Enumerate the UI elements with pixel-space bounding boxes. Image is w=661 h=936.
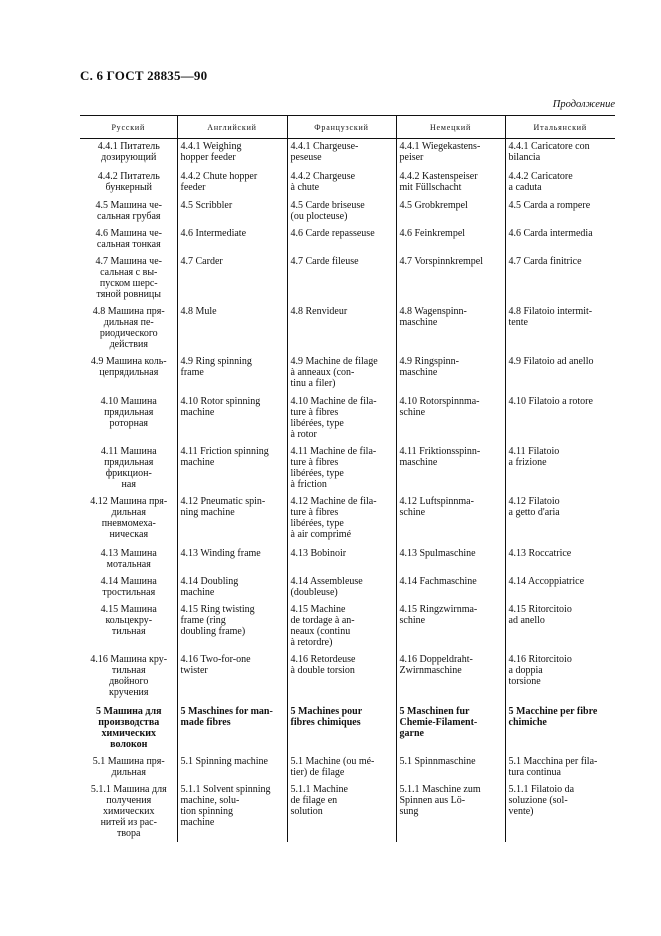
cell-russian bbox=[80, 139, 177, 169]
cell-english bbox=[177, 704, 287, 754]
cell-german bbox=[396, 602, 505, 652]
cell-german bbox=[396, 754, 505, 782]
cell-german bbox=[396, 652, 505, 704]
term-text: 4.6 Feinkrempel bbox=[399, 227, 466, 239]
continuation-label: Продолжение bbox=[552, 99, 615, 110]
term-text: 5.1.1 Solvent spinning machine, solu- tion spinning machine bbox=[180, 783, 271, 828]
term-text: 5.1.1 Машина для получения химических нитей из рас- твора bbox=[90, 783, 167, 839]
table-row bbox=[80, 198, 615, 226]
table-row bbox=[80, 169, 615, 198]
cell-italian bbox=[505, 254, 615, 304]
cell-italian bbox=[505, 394, 615, 444]
term-text: 4.8 Filatoio intermit- tente bbox=[508, 305, 593, 328]
page-header: С. 6 ГОСТ 28835—90 bbox=[80, 68, 208, 83]
cell-german bbox=[396, 304, 505, 354]
term-text: 4.9 Ring spinning frame bbox=[180, 355, 252, 378]
cell-english bbox=[177, 198, 287, 226]
cell-french bbox=[287, 354, 396, 394]
cell-italian bbox=[505, 652, 615, 704]
term-text: 4.11 Friktionsspinn- maschine bbox=[399, 445, 481, 468]
term-text: 4.12 Luftspinnma- schine bbox=[399, 495, 474, 518]
term-text: 4.10 Rotor spinning machine bbox=[180, 395, 261, 418]
cell-italian bbox=[505, 304, 615, 354]
cell-english bbox=[177, 494, 287, 546]
term-text: 4.14 Assembleuse (doubleuse) bbox=[290, 575, 363, 598]
cell-italian bbox=[505, 198, 615, 226]
cell-german bbox=[396, 546, 505, 574]
table-row bbox=[80, 574, 615, 602]
cell-german bbox=[396, 494, 505, 546]
term-text: 4.7 Carde fileuse bbox=[290, 255, 359, 267]
term-text: 4.15 Машина кольцекру- тильная bbox=[100, 603, 157, 637]
term-text: 4.6 Carda intermedia bbox=[508, 227, 593, 239]
term-text: 4.12 Машина пря- дильная пневмомеха- ническая bbox=[90, 495, 168, 540]
cell-english bbox=[177, 139, 287, 169]
term-text: 4.12 Filatoio a getto d'aria bbox=[508, 495, 560, 518]
cell-french bbox=[287, 444, 396, 494]
term-text: 4.16 Машина кру- тильная двойного кручения bbox=[90, 653, 168, 698]
term-text: 5.1.1 Maschine zum Spinnen aus Lö- sung bbox=[399, 783, 481, 817]
term-text: 5.1.1 Machine de filage en solution bbox=[290, 783, 348, 817]
table-row bbox=[80, 254, 615, 304]
cell-russian bbox=[80, 546, 177, 574]
cell-german bbox=[396, 139, 505, 169]
cell-english bbox=[177, 652, 287, 704]
cell-italian bbox=[505, 704, 615, 754]
cell-italian bbox=[505, 754, 615, 782]
cell-german bbox=[396, 704, 505, 754]
cell-english bbox=[177, 304, 287, 354]
cell-german bbox=[396, 169, 505, 198]
cell-german bbox=[396, 444, 505, 494]
table-row bbox=[80, 139, 615, 169]
cell-german bbox=[396, 198, 505, 226]
cell-english bbox=[177, 782, 287, 842]
cell-french bbox=[287, 704, 396, 754]
cell-french bbox=[287, 226, 396, 254]
term-text: 4.8 Машина пря- дильная пе- риодического действия bbox=[92, 305, 165, 350]
cell-russian bbox=[80, 444, 177, 494]
term-text: 4.7 Carder bbox=[180, 255, 223, 267]
term-text: 4.7 Vorspinnkrempel bbox=[399, 255, 484, 267]
term-text: 5 Maschinen fur Chemie-Filament- garne bbox=[399, 705, 478, 739]
table-row bbox=[80, 754, 615, 782]
cell-russian bbox=[80, 704, 177, 754]
cell-russian bbox=[80, 394, 177, 444]
cell-french bbox=[287, 494, 396, 546]
term-text: 4.14 Машина тростильная bbox=[100, 575, 157, 598]
term-text: 4.11 Filatoio a frizione bbox=[508, 445, 560, 468]
column-header-russian: Русский bbox=[80, 116, 177, 139]
cell-german bbox=[396, 782, 505, 842]
table-row bbox=[80, 652, 615, 704]
cell-german bbox=[396, 574, 505, 602]
cell-italian bbox=[505, 169, 615, 198]
term-text: 4.16 Doppeldraht- Zwirnmaschine bbox=[399, 653, 473, 676]
cell-french bbox=[287, 169, 396, 198]
term-text: 4.8 Renvideur bbox=[290, 305, 348, 317]
term-text: 5.1 Macchina per fila- tura continua bbox=[508, 755, 598, 778]
table-row bbox=[80, 782, 615, 842]
cell-french bbox=[287, 139, 396, 169]
cell-russian bbox=[80, 169, 177, 198]
cell-french bbox=[287, 602, 396, 652]
term-text: 4.5 Carda a rompere bbox=[508, 199, 591, 211]
term-text: 5 Machines pour fibres chimiques bbox=[290, 705, 363, 728]
cell-english bbox=[177, 254, 287, 304]
term-text: 5.1 Spinning machine bbox=[180, 755, 268, 767]
term-text: 4.16 Two-for-one twister bbox=[180, 653, 251, 676]
term-text: 5.1 Машина пря- дильная bbox=[92, 755, 165, 778]
table-row bbox=[80, 494, 615, 546]
term-text: 4.15 Ringzwirnma- schine bbox=[399, 603, 478, 626]
cell-italian bbox=[505, 782, 615, 842]
term-text: 4.15 Ring twisting frame (ring doubling frame) bbox=[180, 603, 255, 637]
cell-russian bbox=[80, 652, 177, 704]
cell-italian bbox=[505, 546, 615, 574]
term-text: 4.15 Ritorcitoio ad anello bbox=[508, 603, 572, 626]
column-header-german: Немецкий bbox=[396, 116, 505, 139]
term-text: 4.4.2 Caricatore a caduta bbox=[508, 170, 573, 193]
term-text: 4.14 Fachmaschine bbox=[399, 575, 477, 587]
term-text: 5 Macchine per fibre chimiche bbox=[508, 705, 598, 728]
cell-french bbox=[287, 198, 396, 226]
term-text: 4.5 Carde briseuse (ou plocteuse) bbox=[290, 199, 365, 222]
term-text: 4.6 Intermediate bbox=[180, 227, 247, 239]
table-row bbox=[80, 304, 615, 354]
term-text: 4.8 Mule bbox=[180, 305, 217, 317]
term-text: 4.4.1 Caricatore con bilancia bbox=[508, 141, 590, 163]
cell-russian bbox=[80, 782, 177, 842]
term-text: 5.1.1 Filatoio da soluzione (sol- vente) bbox=[508, 783, 575, 817]
cell-russian bbox=[80, 226, 177, 254]
term-text: 4.10 Filatoio a rotore bbox=[508, 395, 593, 407]
term-text: 5 Машина для производства химических волокон bbox=[96, 705, 162, 750]
cell-russian bbox=[80, 602, 177, 652]
header-row bbox=[80, 116, 615, 139]
term-text: 4.16 Ritorcitoio a doppia torsione bbox=[508, 653, 572, 687]
term-text: 5.1 Spinnmaschine bbox=[399, 755, 476, 767]
cell-english bbox=[177, 169, 287, 198]
term-text: 4.7 Carda finitrice bbox=[508, 255, 582, 267]
term-text: 4.4.1 Chargeuse- peseuse bbox=[290, 141, 359, 163]
cell-russian bbox=[80, 754, 177, 782]
term-text: 4.4.1 Weighing hopper feeder bbox=[180, 141, 242, 163]
term-text: 4.9 Machine de filage à anneaux (con- tinu a filer) bbox=[290, 355, 378, 389]
term-text: 4.13 Машина мотальная bbox=[100, 547, 157, 570]
term-text: 4.9 Машина коль- цепрядильная bbox=[90, 355, 167, 378]
term-text: 4.11 Machine de fila- ture à fibres libérées, type à friction bbox=[290, 445, 377, 490]
term-text: 4.5 Scribbler bbox=[180, 199, 233, 211]
cell-italian bbox=[505, 354, 615, 394]
term-text: 4.8 Wagenspinn- maschine bbox=[399, 305, 467, 328]
terms-body bbox=[80, 139, 615, 842]
term-text: 4.4.1 Wiegekastens- peiser bbox=[399, 141, 481, 163]
term-text: 5.1 Machine (ou mé- tier) de filage bbox=[290, 755, 375, 778]
term-text: 4.12 Machine de fila- ture à fibres libérées, type à air comprimé bbox=[290, 495, 377, 540]
term-text: 4.15 Machine de tordage à an- neaux (continu à retordre) bbox=[290, 603, 355, 648]
term-text: 4.10 Machine de fila- ture à fibres libérées, type à rotor bbox=[290, 395, 377, 440]
cell-italian bbox=[505, 602, 615, 652]
cell-italian bbox=[505, 444, 615, 494]
cell-french bbox=[287, 574, 396, 602]
cell-french bbox=[287, 304, 396, 354]
term-text: 4.5 Машина че- сальная грубая bbox=[95, 199, 162, 222]
term-text: 4.9 Filatoio ad anello bbox=[508, 355, 594, 367]
term-text: 4.16 Retordeuse à double torsion bbox=[290, 653, 356, 676]
cell-french bbox=[287, 754, 396, 782]
cell-english bbox=[177, 754, 287, 782]
cell-italian bbox=[505, 226, 615, 254]
cell-english bbox=[177, 444, 287, 494]
cell-english bbox=[177, 546, 287, 574]
cell-english bbox=[177, 226, 287, 254]
term-text: 4.13 Roccatrice bbox=[508, 547, 572, 559]
cell-russian bbox=[80, 254, 177, 304]
term-text: 4.4.2 Kastenspeiser mit Füllschacht bbox=[399, 170, 478, 193]
term-text: 4.4.1 Питатель дозирующий bbox=[97, 141, 160, 163]
term-text: 4.13 Winding frame bbox=[180, 547, 261, 559]
table-row bbox=[80, 546, 615, 574]
cell-french bbox=[287, 394, 396, 444]
cell-english bbox=[177, 394, 287, 444]
cell-german bbox=[396, 354, 505, 394]
cell-russian bbox=[80, 494, 177, 546]
cell-russian bbox=[80, 354, 177, 394]
table-row bbox=[80, 354, 615, 394]
cell-french bbox=[287, 782, 396, 842]
cell-english bbox=[177, 574, 287, 602]
cell-english bbox=[177, 354, 287, 394]
term-text: 4.4.2 Chargeuse à chute bbox=[290, 170, 356, 193]
table-row bbox=[80, 226, 615, 254]
term-text: 4.14 Accoppiatrice bbox=[508, 575, 585, 587]
cell-french bbox=[287, 546, 396, 574]
terms-table bbox=[80, 115, 615, 842]
column-header-french: Французский bbox=[287, 116, 396, 139]
cell-russian bbox=[80, 574, 177, 602]
term-text: 4.5 Grobkrempel bbox=[399, 199, 468, 211]
table-row bbox=[80, 444, 615, 494]
cell-german bbox=[396, 226, 505, 254]
term-text: 4.14 Doubling machine bbox=[180, 575, 239, 598]
term-text: 4.10 Машина прядильная роторная bbox=[100, 395, 157, 429]
term-text: 4.4.2 Chute hopper feeder bbox=[180, 170, 258, 193]
term-text: 4.13 Spulmaschine bbox=[399, 547, 476, 559]
term-text: 4.7 Машина че- сальная с вы- пуском шерс- тяной ровницы bbox=[95, 255, 162, 300]
column-header-italian: Итальянский bbox=[505, 116, 615, 139]
term-text: 4.11 Машина прядильная фрикцион- ная bbox=[100, 445, 157, 490]
term-text: 5 Maschines for man- made fibres bbox=[180, 705, 273, 728]
term-text: 4.6 Машина че- сальная тонкая bbox=[95, 227, 162, 250]
term-text: 4.9 Ringspinn- maschine bbox=[399, 355, 459, 378]
cell-russian bbox=[80, 198, 177, 226]
table-row bbox=[80, 602, 615, 652]
cell-english bbox=[177, 602, 287, 652]
term-text: 4.13 Bobinoir bbox=[290, 547, 347, 559]
column-header-english: Английский bbox=[177, 116, 287, 139]
table-row bbox=[80, 394, 615, 444]
term-text: 4.10 Rotorspinnma- schine bbox=[399, 395, 480, 418]
cell-german bbox=[396, 254, 505, 304]
cell-german bbox=[396, 394, 505, 444]
cell-french bbox=[287, 254, 396, 304]
table-row bbox=[80, 704, 615, 754]
term-text: 4.12 Pneumatic spin- ning machine bbox=[180, 495, 266, 518]
cell-italian bbox=[505, 574, 615, 602]
cell-french bbox=[287, 652, 396, 704]
cell-russian bbox=[80, 304, 177, 354]
term-text: 4.11 Friction spinning machine bbox=[180, 445, 269, 468]
term-text: 4.4.2 Питатель бункерный bbox=[97, 170, 160, 193]
cell-italian bbox=[505, 494, 615, 546]
term-text: 4.6 Carde repasseuse bbox=[290, 227, 375, 239]
cell-italian bbox=[505, 139, 615, 169]
